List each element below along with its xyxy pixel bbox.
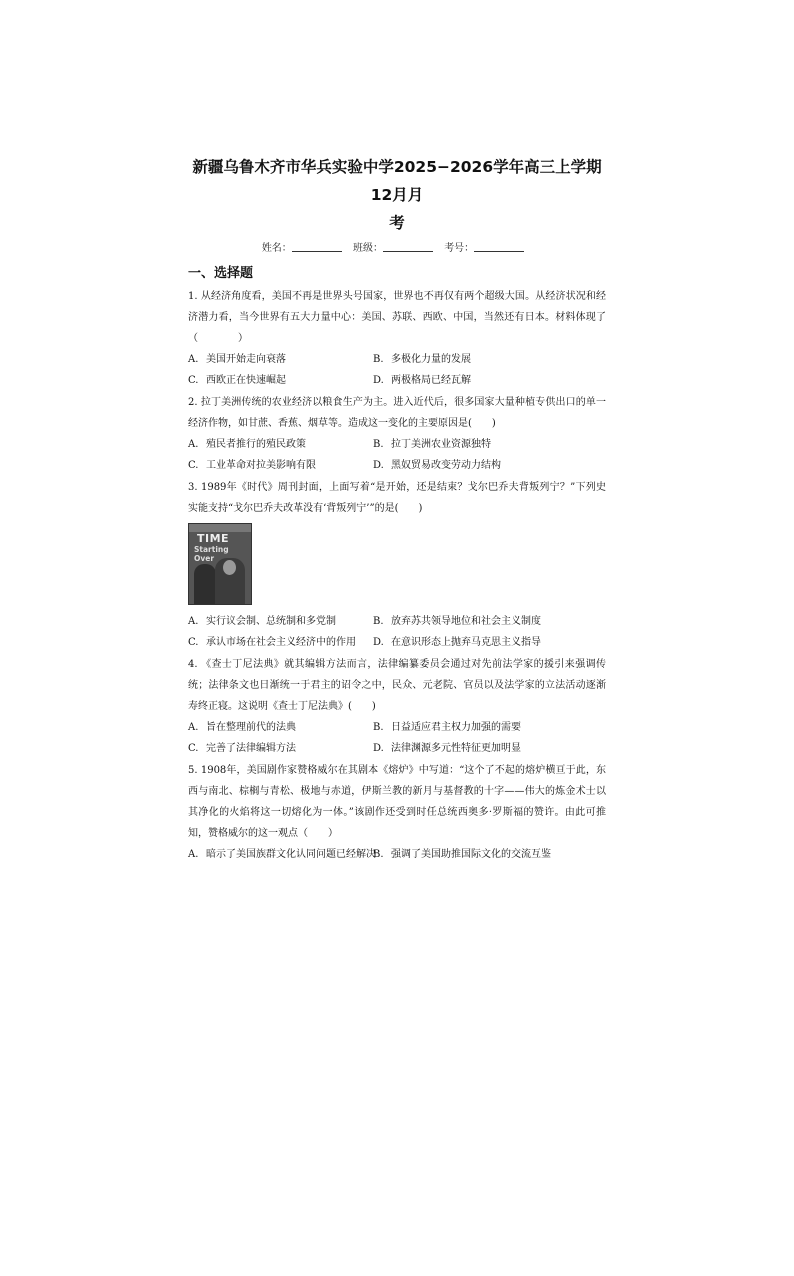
question-3-options (188, 611, 606, 653)
cover-face (223, 560, 236, 575)
exam-title (188, 153, 606, 237)
question-5-options (188, 844, 606, 865)
time-magazine-cover-image (188, 523, 252, 605)
question-4-stem: 4. 《查士丁尼法典》就其编辑方法而言，法律编纂委员会通过对先前法学家的援引来强调传统；法律条文也日渐统一于君主的诏令之中，民众、元老院、官员以及法学家的立法活动逐渐寿终正寝。这说明《查士丁尼法典》( ) (188, 659, 606, 712)
exam-no-blank[interactable] (474, 241, 524, 252)
student-info (188, 241, 606, 257)
question-2-options (188, 434, 606, 476)
option-b: B. 强调了美国助推国际文化的交流互鉴 (373, 849, 551, 860)
class-blank[interactable] (383, 241, 433, 252)
cover-title: TIME (197, 532, 230, 545)
option-a: A. 旨在整理前代的法典 (188, 722, 296, 733)
exam-title-line2: 考 (389, 214, 405, 232)
option-d: D. 法律渊源多元性特征更加明显 (373, 743, 521, 754)
option-d: D. 黑奴贸易改变劳动力结构 (373, 460, 501, 471)
option-a: A. 美国开始走向衰落 (188, 354, 286, 365)
option-c: C. 承认市场在社会主义经济中的作用 (188, 637, 356, 648)
option-b: B. 拉丁美洲农业资源独特 (373, 439, 491, 450)
option-b: B. 日益适应君主权力加强的需要 (373, 722, 521, 733)
class-label: 班级： (353, 243, 383, 254)
option-b: B. 多极化力量的发展 (373, 354, 471, 365)
option-b: B. 放弃苏共领导地位和社会主义制度 (373, 616, 541, 627)
option-a: A. 实行议会制、总统制和多党制 (188, 616, 336, 627)
question-1-stem: 1. 从经济角度看，美国不再是世界头号国家，世界也不再仅有两个超级大国。从经济状况和经济潜力看，当今世界有五大力量中心：美国、苏联、西欧、中国，当然还有日本。材料体现了（ ） (188, 291, 606, 344)
exam-title-line1: 新疆乌鲁木齐市华兵实验中学2025−2026学年高三上学期12月月 (192, 158, 602, 204)
question-2-stem: 2. 拉丁美洲传统的农业经济以粮食生产为主。进入近代后，很多国家大量种植专供出口的单一经济作物，如甘蔗、香蕉、烟草等。造成这一变化的主要原因是( ) (188, 397, 606, 429)
exam-no-label: 考号： (444, 243, 475, 254)
question-4-options (188, 717, 606, 759)
question-1-options (188, 349, 606, 391)
name-label: 姓名： (261, 243, 292, 254)
cover-subtitle: Starting Over (194, 545, 229, 563)
question-3-stem: 3. 1989年《时代》周刊封面，上面写着“是开始，还是结束？戈尔巴乔夫背叛列宁？”下列史实能支持“戈尔巴乔夫改革没有‘背叛列宁’”的是( ) (188, 482, 606, 514)
option-c: C. 完善了法律编辑方法 (188, 743, 296, 754)
option-d: D. 两极格局已经瓦解 (373, 375, 471, 386)
cover-header-band (189, 524, 251, 532)
cover-figure-left (194, 564, 216, 604)
exam-page (0, 153, 794, 1276)
option-d: D. 在意识形态上抛弃马克思主义指导 (373, 637, 541, 648)
option-c: C. 西欧正在快速崛起 (188, 375, 286, 386)
section-heading: 一、选择题 (188, 266, 254, 281)
option-a: A. 殖民者推行的殖民政策 (188, 439, 306, 450)
name-blank[interactable] (292, 241, 342, 252)
question-5-stem: 5. 1908年，美国剧作家赞格威尔在其剧本《熔炉》中写道：“这个了不起的熔炉横亘于此，东西与南北、棕榈与青松、极地与赤道，伊斯兰教的新月与基督教的十字——伟大的炼金术士以其净化的火焰将这一切熔化为一体。”该剧作还受到时任总统西奥多·罗斯福的赞许。由此可推知，赞格威尔的这一观点（ ） (188, 765, 606, 839)
option-a: A. 暗示了美国族群文化认同问题已经解决 (188, 849, 376, 860)
option-c: C. 工业革命对拉美影响有限 (188, 460, 316, 471)
